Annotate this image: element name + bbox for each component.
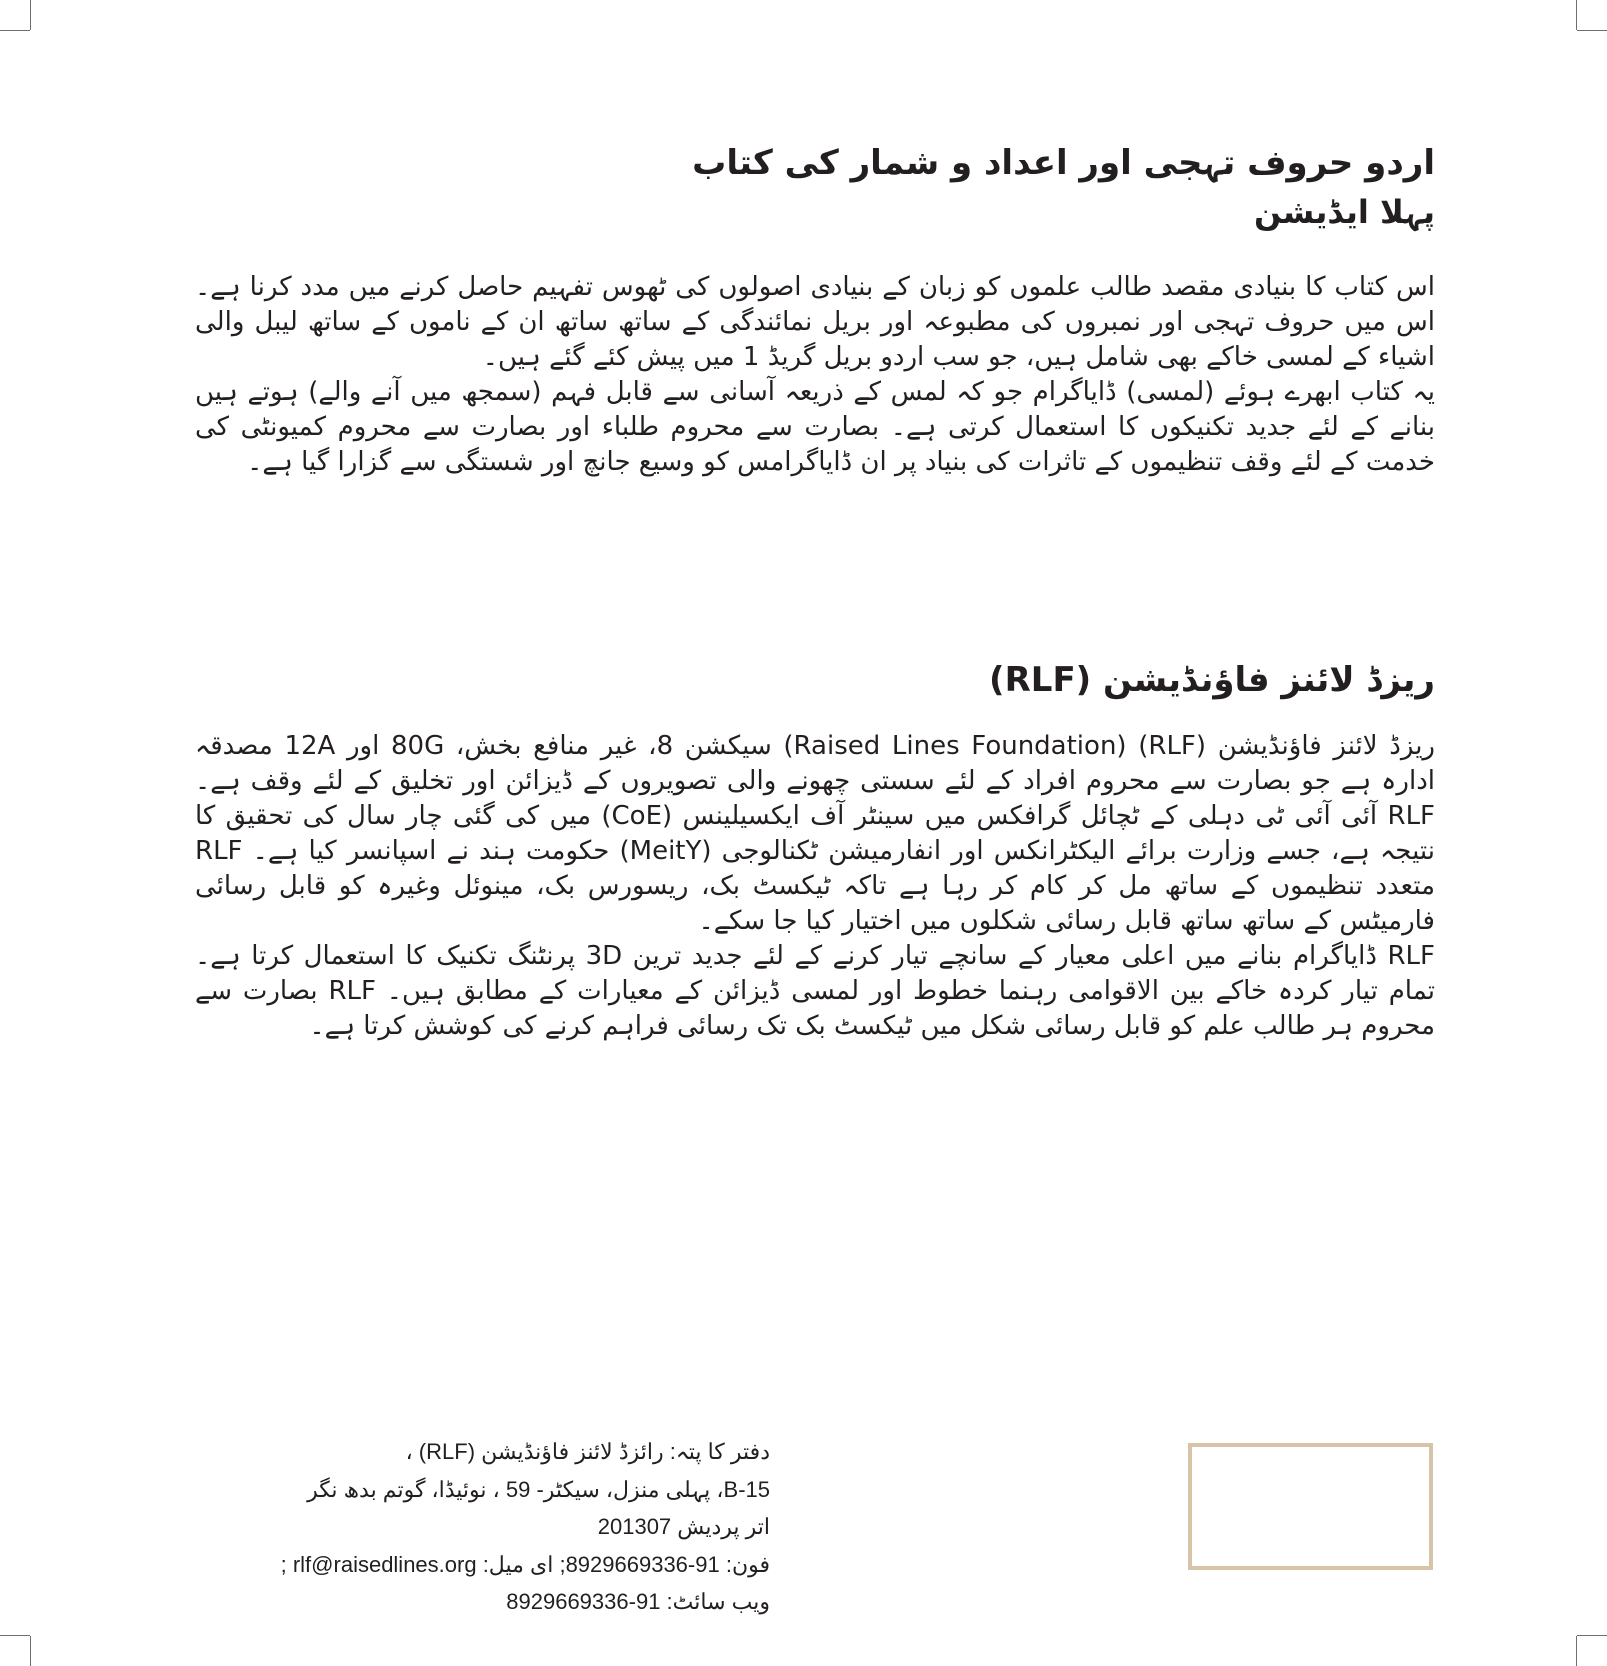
intro-paragraph: یہ کتاب ابھرے ہوئے (لمسی) ڈایاگرام جو کہ لمس کے ذریعہ آسانی سے قابل فہم (سمجھ میں آنے والے) ہوتے ہیں بنانے کے لئے جدید تکنیکوں کا استعمال کرتی ہے۔ بصارت سے محروم طلباء اور بصارت سے محروم کمیونٹی کی خدمت کے لئے وقف تنظیموں کے تاثرات کی بنیاد پر ان ڈایاگرامس کو وسیع جانچ اور شستگی سے گزارا گیا ہے۔ [195, 377, 1435, 477]
stamp-box [1188, 1443, 1433, 1570]
crop-mark-top-left-vertical [30, 0, 31, 30]
rlf-heading: ریزڈ لائنز فاؤنڈیشن (RLF) [989, 660, 1435, 700]
crop-mark-bottom-right-horizontal [1577, 1635, 1607, 1636]
crop-mark-bottom-left-horizontal [0, 1635, 30, 1636]
book-intro-section [195, 138, 1435, 480]
rlf-section [195, 655, 1435, 1044]
crop-mark-top-right-horizontal [1577, 30, 1607, 31]
contact-line: فون: 91-8929669336; ای میل: rlf@raisedlines.org ; [280, 1551, 770, 1577]
address-line: اتر پردیش 201307 [597, 1514, 770, 1539]
office-address [180, 1433, 770, 1621]
crop-mark-top-left-horizontal [0, 30, 30, 31]
book-edition: پہلا ایڈیشن [1253, 193, 1435, 231]
rlf-paragraph: RLF ڈایاگرام بنانے میں اعلی معیار کے سانچے تیار کرنے کے لئے جدید ترین 3D پرنٹنگ تکنیک کا استعمال کرتا ہے۔ تمام تیار کردہ خاکے بین الاقوامی رہنما خطوط اور لمسی ڈیزائن کے معیارات کے مطابق ہیں۔ RLF بصارت سے محروم ہر طالب علم کو قابل رسائی شکل میں ٹیکسٹ بک تک رسائی فراہم کرنے کی کوشش کرتا ہے۔ [195, 941, 1435, 1041]
intro-paragraph: اس کتاب کا بنیادی مقصد طالب علموں کو زبان کے بنیادی اصولوں کی ٹھوس تفہیم حاصل کرنے میں مدد کرنا ہے۔ اس میں حروف تہجی اور نمبروں کی مطبوعہ اور بریل نمائندگی کے ساتھ ساتھ ان کے ناموں کے ساتھ لیبل والی اشیاء کے لمسی خاکے بھی شامل ہیں، جو سب اردو بریل گریڈ 1 میں پیش کئے گئے ہیں۔ [195, 272, 1435, 372]
address-line: دفتر کا پتہ: رائزڈ لائنز فاؤنڈیشن (RLF) ، [405, 1439, 770, 1464]
rlf-paragraph: ریزڈ لائنز فاؤنڈیشن (RLF) (Raised Lines Foundation) سیکشن 8، غیر منافع بخش، 80G اور 12A مصدقہ ادارہ ہے جو بصارت سے محروم افراد کے لئے سستی چھونے والی تصویروں کے ڈیزائن اور تخلیق کے لئے وقف ہے۔ RLF آئی آئی ٹی دہلی کے ٹچائل گرافکس میں سینٹر آف ایکسیلینس (CoE) میں کی گئی چار سال کی تحقیق کا نتیجہ ہے، جسے وزارت برائے الیکٹرانکس اور انفارمیشن ٹکنالوجی (MeitY) حکومت ہند نے اسپانسر کیا ہے۔ RLF متعدد تنظیموں کے ساتھ مل کر کام کر رہا ہے تاکہ ٹیکسٹ بک، ریسورس بک، مینوئل وغیرہ کو قابل رسائی فارمیٹس کے ساتھ ساتھ قابل رسائی شکلوں میں اختیار کیا جا سکے۔ [195, 731, 1436, 936]
crop-mark-top-right-vertical [1576, 0, 1577, 30]
address-line: B-15، پہلی منزل، سیکٹر- 59 ، نوئیڈا، گوتم بدھ نگر [307, 1476, 770, 1502]
book-title: اردو حروف تہجی اور اعداد و شمار کی کتاب [692, 143, 1435, 183]
crop-mark-bottom-right-vertical [1576, 1636, 1577, 1666]
crop-mark-bottom-left-vertical [30, 1636, 31, 1666]
website-line: ویب سائٹ: 91-8929669336 [506, 1589, 770, 1614]
